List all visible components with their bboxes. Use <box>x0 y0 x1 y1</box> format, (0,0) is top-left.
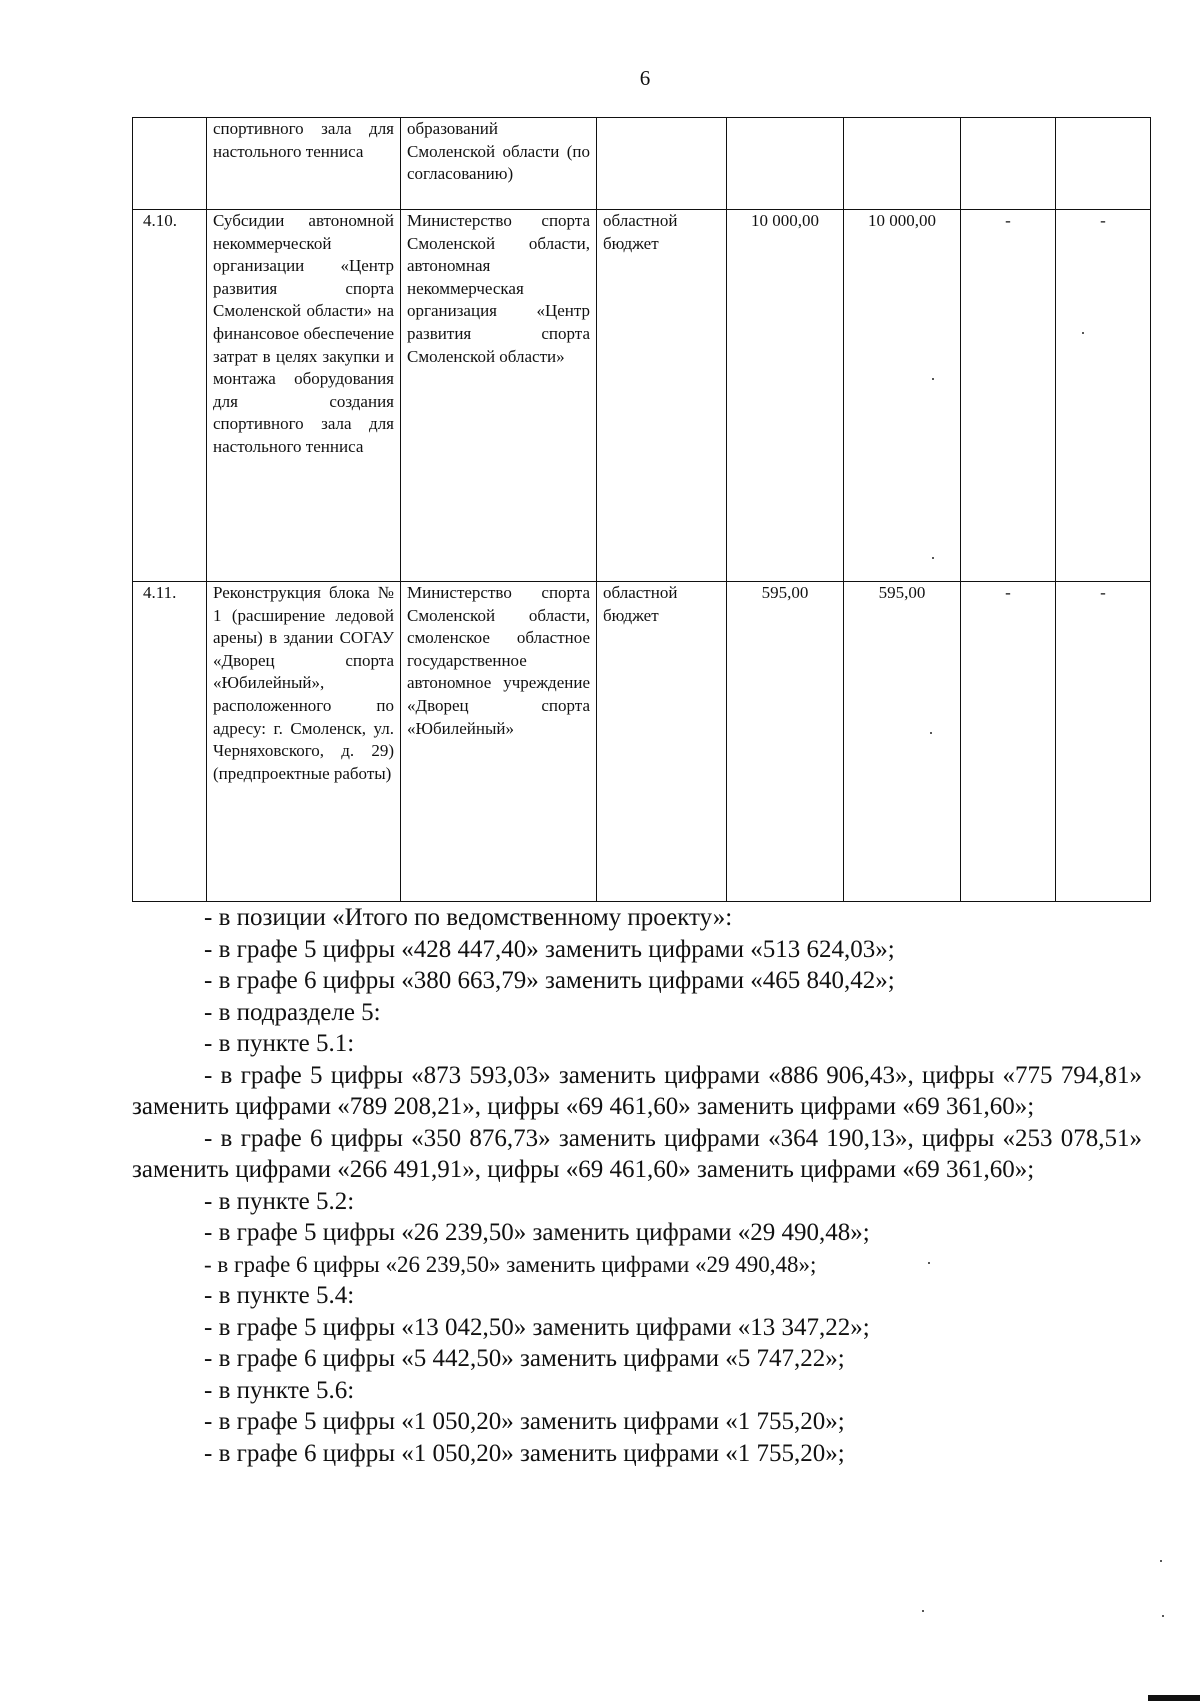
row-number <box>133 118 207 210</box>
table-row <box>133 210 1151 582</box>
year2-amount <box>961 118 1056 210</box>
funding-source: областной бюджет <box>597 210 727 582</box>
executor: образований Смоленской области (по согласованию) <box>401 118 597 210</box>
scan-speck <box>928 1262 930 1264</box>
amendment-line: - в подразделе 5: <box>204 998 381 1026</box>
funding-source <box>597 118 727 210</box>
year2-amount: - <box>961 210 1056 582</box>
amendment-paragraph: - в графе 5 цифры «873 593,03» заменить цифрами «886 906,43», цифры «775 794,81» заменить цифрами «789 208,21», цифры «69 461,60» заменить цифрами «69 361,60»; <box>132 1061 1142 1120</box>
amendment-line: - в графе 5 цифры «26 239,50» заменить цифрами «29 490,48»; <box>204 1219 870 1246</box>
total-amount <box>727 118 844 210</box>
year3-amount <box>1056 118 1151 210</box>
amendment-paragraph: - в графе 6 цифры «350 876,73» заменить цифрами «364 190,13», цифры «253 078,51» заменить цифрами «266 491,91», цифры «69 461,60» заменить цифрами «69 361,60»; <box>132 1124 1142 1183</box>
scan-speck <box>932 557 934 559</box>
scan-speck <box>932 378 934 380</box>
year1-amount <box>844 118 961 210</box>
scan-edge-mark <box>1148 1695 1200 1701</box>
amendment-line: - в графе 6 цифры «1 050,20» заменить цифрами «1 755,20»; <box>204 1439 845 1467</box>
amendment-line: - в пункте 5.6: <box>204 1376 355 1404</box>
scan-speck <box>1160 1560 1162 1562</box>
amendment-line: - в графе 6 цифры «5 442,50» заменить цифрами «5 747,22»; <box>204 1345 845 1372</box>
row-number: 4.10. <box>133 210 207 582</box>
total-amount: 595,00 <box>727 582 844 902</box>
year1-amount: 595,00 <box>844 582 961 902</box>
measure-name: Реконструкция блока № 1 (расширение ледовой арены) в здании СОГАУ «Дворец спорта «Юбилейный», расположенного по адресу: г. Смоленск, ул. Черняховского, д. 29) (предпроектные работы) <box>207 582 401 902</box>
amendment-line: - в позиции «Итого по ведомственному проекту»: <box>204 904 733 931</box>
measure-name: спортивного зала для настольного тенниса <box>207 118 401 210</box>
amendment-line: - в графе 5 цифры «13 042,50» заменить цифрами «13 347,22»; <box>204 1313 870 1341</box>
amendment-line: - в графе 6 цифры «380 663,79» заменить цифрами «465 840,42»; <box>204 967 895 994</box>
measures-table <box>132 117 1151 902</box>
year2-amount: - <box>961 582 1056 902</box>
scan-speck <box>922 1610 924 1612</box>
page-number: 6 <box>639 66 651 90</box>
amendment-line: - в графе 6 цифры «26 239,50» заменить цифрами «29 490,48»; <box>204 1251 817 1277</box>
amendment-line: - в графе 5 цифры «428 447,40» заменить цифрами «513 624,03»; <box>204 935 895 963</box>
amendment-line: - в пункте 5.1: <box>204 1030 355 1057</box>
total-amount: 10 000,00 <box>727 210 844 582</box>
table-row <box>133 582 1151 902</box>
year3-amount: - <box>1056 210 1151 582</box>
year1-amount: 10 000,00 <box>844 210 961 582</box>
executor: Министерство спорта Смоленской области, смоленское областное государственное автономное учреждение «Дворец спорта «Юбилейный» <box>401 582 597 902</box>
amendment-line: - в графе 5 цифры «1 050,20» заменить цифрами «1 755,20»; <box>204 1408 845 1435</box>
year3-amount: - <box>1056 582 1151 902</box>
table-row <box>133 118 1151 210</box>
scan-speck <box>1082 332 1084 334</box>
executor: Министерство спорта Смоленской области, автономная некоммерческая организация «Центр развития спорта Смоленской области» <box>401 210 597 582</box>
amendment-line: - в пункте 5.4: <box>204 1282 355 1309</box>
scan-speck <box>930 732 932 734</box>
row-number: 4.11. <box>133 582 207 902</box>
measure-name: Субсидии автономной некоммерческой организации «Центр развития спорта Смоленской области» на финансовое обеспечение затрат в целях закупки и монтажа оборудования для создания спортивного зала для настольного тенниса <box>207 210 401 582</box>
scan-speck <box>1162 1615 1164 1617</box>
funding-source: областной бюджет <box>597 582 727 902</box>
amendment-line: - в пункте 5.2: <box>204 1187 355 1215</box>
amendments-text <box>132 902 1142 1469</box>
